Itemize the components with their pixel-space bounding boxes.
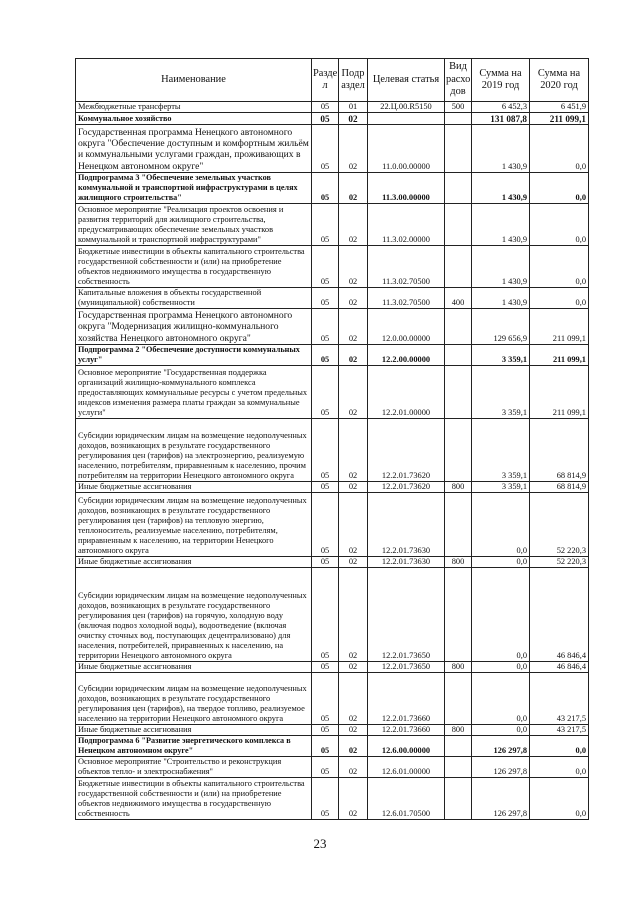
row-sum-2019: 0,0 bbox=[472, 493, 530, 557]
row-razdel: 05 bbox=[312, 568, 339, 662]
row-vid bbox=[445, 757, 472, 778]
row-statya: 12.2.01.73620 bbox=[368, 419, 445, 482]
row-razdel: 05 bbox=[312, 173, 339, 204]
row-vid bbox=[445, 493, 472, 557]
row-name: Государственная программа Ненецкого автономного округа "Обеспечение доступным и комфортным жильём и коммунальными услугами граждан, проживающих в Ненецком автономном округе" bbox=[76, 125, 312, 173]
row-statya: 12.2.01.00000 bbox=[368, 366, 445, 419]
row-vid bbox=[445, 204, 472, 246]
row-name: Иные бюджетные ассигнования bbox=[76, 557, 312, 568]
row-podrazdel: 02 bbox=[339, 757, 368, 778]
row-statya: 12.2.01.73630 bbox=[368, 493, 445, 557]
row-statya: 12.2.00.00000 bbox=[368, 345, 445, 366]
header-target: Целевая статья bbox=[368, 59, 445, 102]
row-sum-2019: 126 297,8 bbox=[472, 757, 530, 778]
row-razdel: 05 bbox=[312, 662, 339, 673]
row-statya: 11.3.02.00000 bbox=[368, 204, 445, 246]
table-header-row bbox=[76, 59, 589, 102]
row-statya: 11.0.00.00000 bbox=[368, 125, 445, 173]
header-sum-2020: Сумма на 2020 год bbox=[530, 59, 589, 102]
row-vid bbox=[445, 736, 472, 757]
row-razdel: 05 bbox=[312, 288, 339, 309]
row-razdel: 05 bbox=[312, 736, 339, 757]
row-sum-2020: 211 099,1 bbox=[530, 366, 589, 419]
row-vid: 800 bbox=[445, 482, 472, 493]
row-sum-2019: 131 087,8 bbox=[472, 113, 530, 125]
row-sum-2020: 46 846,4 bbox=[530, 568, 589, 662]
row-sum-2020: 0,0 bbox=[530, 736, 589, 757]
row-sum-2020: 0,0 bbox=[530, 246, 589, 288]
row-name: Основное мероприятие "Государственная поддержка организаций жилищно-коммунального комплекса предоставляющих коммунальные ресурсы с учетом предельных индексов изменения размера платы граждан за коммунальные услуги" bbox=[76, 366, 312, 419]
table-row bbox=[76, 557, 589, 568]
row-statya: 12.2.01.73660 bbox=[368, 673, 445, 725]
row-sum-2020: 0,0 bbox=[530, 778, 589, 820]
row-razdel: 05 bbox=[312, 757, 339, 778]
row-vid bbox=[445, 345, 472, 366]
row-name: Субсидии юридическим лицам на возмещение недополученных доходов, возникающих в результате государственного регулирования цен (тарифов) на горячую, холодную воду (включая подвоз холодной воды), водоотведение (включая очистку сточных вод, поступающих децентрализовано) для населения, потребителей, приравненных к населению, на территории Ненецкого автономного округа bbox=[76, 568, 312, 662]
row-podrazdel: 02 bbox=[339, 125, 368, 173]
row-razdel: 05 bbox=[312, 345, 339, 366]
row-sum-2019: 126 297,8 bbox=[472, 778, 530, 820]
budget-table-sheet bbox=[75, 58, 588, 820]
row-podrazdel: 02 bbox=[339, 288, 368, 309]
row-razdel: 05 bbox=[312, 204, 339, 246]
table-row bbox=[76, 288, 589, 309]
row-sum-2020: 211 099,1 bbox=[530, 113, 589, 125]
row-vid: 800 bbox=[445, 662, 472, 673]
row-sum-2019: 0,0 bbox=[472, 662, 530, 673]
row-sum-2020: 43 217,5 bbox=[530, 725, 589, 736]
row-podrazdel: 02 bbox=[339, 366, 368, 419]
row-statya: 12.2.01.73650 bbox=[368, 662, 445, 673]
page-number: 23 bbox=[313, 836, 327, 851]
row-razdel: 05 bbox=[312, 246, 339, 288]
row-name: Субсидии юридическим лицам на возмещение недополученных доходов, возникающих в результате государственного регулирования цен (тарифов), на твердое топливо, реализуемое населению на территории Ненецкого автономного округа bbox=[76, 673, 312, 725]
row-name: Бюджетные инвестиции в объекты капитального строительства государственной собственности и (или) на приобретение объектов недвижимого имущества в государственную собственность bbox=[76, 246, 312, 288]
row-podrazdel: 02 bbox=[339, 113, 368, 125]
row-vid bbox=[445, 125, 472, 173]
row-statya: 12.2.01.73620 bbox=[368, 482, 445, 493]
row-sum-2019: 1 430,9 bbox=[472, 204, 530, 246]
row-sum-2019: 3 359,1 bbox=[472, 419, 530, 482]
row-vid bbox=[445, 778, 472, 820]
table-row bbox=[76, 482, 589, 493]
row-name: Подпрограмма 3 "Обеспечение земельных участков коммунальной и транспортной инфраструктурами в целях жилищного строительства" bbox=[76, 173, 312, 204]
row-statya: 11.3.00.00000 bbox=[368, 173, 445, 204]
row-vid bbox=[445, 366, 472, 419]
table-row bbox=[76, 113, 589, 125]
row-razdel: 05 bbox=[312, 725, 339, 736]
row-name: Подпрограмма 2 "Обеспечение доступности коммунальных услуг" bbox=[76, 345, 312, 366]
row-podrazdel: 01 bbox=[339, 102, 368, 113]
row-name: Государственная программа Ненецкого автономного округа "Модернизация жилищно-коммунального хозяйства Ненецкого автономного округа" bbox=[76, 309, 312, 345]
row-statya: 11.3.02.70500 bbox=[368, 246, 445, 288]
row-vid: 400 bbox=[445, 288, 472, 309]
row-razdel: 05 bbox=[312, 102, 339, 113]
row-sum-2020: 52 220,3 bbox=[530, 557, 589, 568]
row-podrazdel: 02 bbox=[339, 493, 368, 557]
row-sum-2020: 52 220,3 bbox=[530, 493, 589, 557]
row-sum-2019: 0,0 bbox=[472, 557, 530, 568]
row-podrazdel: 02 bbox=[339, 482, 368, 493]
row-name: Коммунальное хозяйство bbox=[76, 113, 312, 125]
row-sum-2019: 3 359,1 bbox=[472, 366, 530, 419]
row-podrazdel: 02 bbox=[339, 662, 368, 673]
table-row bbox=[76, 125, 589, 173]
row-sum-2019: 0,0 bbox=[472, 725, 530, 736]
row-podrazdel: 02 bbox=[339, 568, 368, 662]
row-sum-2020: 0,0 bbox=[530, 288, 589, 309]
row-vid bbox=[445, 246, 472, 288]
budget-table bbox=[75, 58, 589, 820]
header-expense-type: Вид расхо дов bbox=[445, 59, 472, 102]
row-sum-2019: 126 297,8 bbox=[472, 736, 530, 757]
row-razdel: 05 bbox=[312, 557, 339, 568]
table-row bbox=[76, 102, 589, 113]
row-sum-2019: 1 430,9 bbox=[472, 125, 530, 173]
row-statya bbox=[368, 113, 445, 125]
row-vid bbox=[445, 113, 472, 125]
row-razdel: 05 bbox=[312, 125, 339, 173]
row-podrazdel: 02 bbox=[339, 204, 368, 246]
row-vid bbox=[445, 309, 472, 345]
row-sum-2020: 43 217,5 bbox=[530, 673, 589, 725]
table-row bbox=[76, 757, 589, 778]
row-podrazdel: 02 bbox=[339, 345, 368, 366]
table-row bbox=[76, 662, 589, 673]
header-name: Наименование bbox=[76, 59, 312, 102]
row-sum-2020: 46 846,4 bbox=[530, 662, 589, 673]
row-vid bbox=[445, 673, 472, 725]
row-vid bbox=[445, 419, 472, 482]
row-razdel: 05 bbox=[312, 482, 339, 493]
row-name: Межбюджетные трансферты bbox=[76, 102, 312, 113]
row-name: Основное мероприятие "Реализация проектов освоения и развития территорий для жилищного строительства, предусматривающих обеспечение земельных участков коммунальной и транспортной инфраструктурами" bbox=[76, 204, 312, 246]
row-sum-2020: 0,0 bbox=[530, 125, 589, 173]
row-sum-2019: 129 656,9 bbox=[472, 309, 530, 345]
table-row bbox=[76, 725, 589, 736]
row-statya: 12.2.01.73660 bbox=[368, 725, 445, 736]
row-name: Подпрограмма 6 "Развитие энергетического комплекса в Ненецком автономном округе" bbox=[76, 736, 312, 757]
row-sum-2020: 0,0 bbox=[530, 204, 589, 246]
row-name: Основное мероприятие "Строительство и реконструкция объектов тепло- и электроснабжения" bbox=[76, 757, 312, 778]
row-name: Субсидии юридическим лицам на возмещение недополученных доходов, возникающих в результате государственного регулирования цен (тарифов) на электроэнергию, реализуемую населению, потребителям, приравненным к населению, прочим потребителям на территории Ненецкого автономного округа bbox=[76, 419, 312, 482]
row-sum-2019: 3 359,1 bbox=[472, 345, 530, 366]
row-name: Капитальные вложения в объекты государственной (муниципальной) собственности bbox=[76, 288, 312, 309]
row-statya: 12.0.00.00000 bbox=[368, 309, 445, 345]
row-podrazdel: 02 bbox=[339, 309, 368, 345]
row-sum-2020: 0,0 bbox=[530, 757, 589, 778]
row-sum-2020: 68 814,9 bbox=[530, 419, 589, 482]
row-sum-2019: 0,0 bbox=[472, 673, 530, 725]
table-row bbox=[76, 246, 589, 288]
row-sum-2020: 6 451,9 bbox=[530, 102, 589, 113]
row-sum-2020: 0,0 bbox=[530, 173, 589, 204]
table-row bbox=[76, 419, 589, 482]
row-podrazdel: 02 bbox=[339, 778, 368, 820]
row-sum-2020: 211 099,1 bbox=[530, 345, 589, 366]
row-razdel: 05 bbox=[312, 366, 339, 419]
row-statya: 22.Ц.00.R5150 bbox=[368, 102, 445, 113]
row-statya: 12.6.01.00000 bbox=[368, 757, 445, 778]
row-podrazdel: 02 bbox=[339, 246, 368, 288]
row-sum-2020: 211 099,1 bbox=[530, 309, 589, 345]
header-sum-2019: Сумма на 2019 год bbox=[472, 59, 530, 102]
row-sum-2019: 0,0 bbox=[472, 568, 530, 662]
row-sum-2019: 1 430,9 bbox=[472, 173, 530, 204]
row-podrazdel: 02 bbox=[339, 557, 368, 568]
table-row bbox=[76, 173, 589, 204]
table-row bbox=[76, 673, 589, 725]
table-row bbox=[76, 778, 589, 820]
row-statya: 12.2.01.73630 bbox=[368, 557, 445, 568]
row-podrazdel: 02 bbox=[339, 725, 368, 736]
table-row bbox=[76, 345, 589, 366]
row-vid: 800 bbox=[445, 557, 472, 568]
row-podrazdel: 02 bbox=[339, 173, 368, 204]
table-row bbox=[76, 366, 589, 419]
row-razdel: 05 bbox=[312, 419, 339, 482]
table-row bbox=[76, 204, 589, 246]
row-razdel: 05 bbox=[312, 778, 339, 820]
table-row bbox=[76, 309, 589, 345]
row-podrazdel: 02 bbox=[339, 419, 368, 482]
row-razdel: 05 bbox=[312, 673, 339, 725]
table-row bbox=[76, 568, 589, 662]
row-vid bbox=[445, 568, 472, 662]
row-razdel: 05 bbox=[312, 309, 339, 345]
row-podrazdel: 02 bbox=[339, 736, 368, 757]
table-row bbox=[76, 493, 589, 557]
row-razdel: 05 bbox=[312, 113, 339, 125]
row-sum-2019: 1 430,9 bbox=[472, 246, 530, 288]
table-row bbox=[76, 736, 589, 757]
row-statya: 12.2.01.73650 bbox=[368, 568, 445, 662]
row-sum-2019: 6 452,3 bbox=[472, 102, 530, 113]
header-section: Разде л bbox=[312, 59, 339, 102]
row-vid: 800 bbox=[445, 725, 472, 736]
row-name: Бюджетные инвестиции в объекты капитального строительства государственной собственности и (или) на приобретение объектов недвижимого имущества в государственную собственность bbox=[76, 778, 312, 820]
row-name: Иные бюджетные ассигнования bbox=[76, 482, 312, 493]
row-sum-2019: 3 359,1 bbox=[472, 482, 530, 493]
row-vid bbox=[445, 173, 472, 204]
row-statya: 12.6.01.70500 bbox=[368, 778, 445, 820]
row-name: Субсидии юридическим лицам на возмещение недополученных доходов, возникающих в результате государственного регулирования цен (тарифов) на тепловую энергию, теплоноситель, реализуемые населению, потребителям, приравненным к населению, на территории Ненецкого автономного округа bbox=[76, 493, 312, 557]
header-subsection: Подр аздел bbox=[339, 59, 368, 102]
row-razdel: 05 bbox=[312, 493, 339, 557]
row-name: Иные бюджетные ассигнования bbox=[76, 662, 312, 673]
row-statya: 12.6.00.00000 bbox=[368, 736, 445, 757]
row-sum-2020: 68 814,9 bbox=[530, 482, 589, 493]
row-vid: 500 bbox=[445, 102, 472, 113]
row-name: Иные бюджетные ассигнования bbox=[76, 725, 312, 736]
row-sum-2019: 1 430,9 bbox=[472, 288, 530, 309]
row-statya: 11.3.02.70500 bbox=[368, 288, 445, 309]
row-podrazdel: 02 bbox=[339, 673, 368, 725]
